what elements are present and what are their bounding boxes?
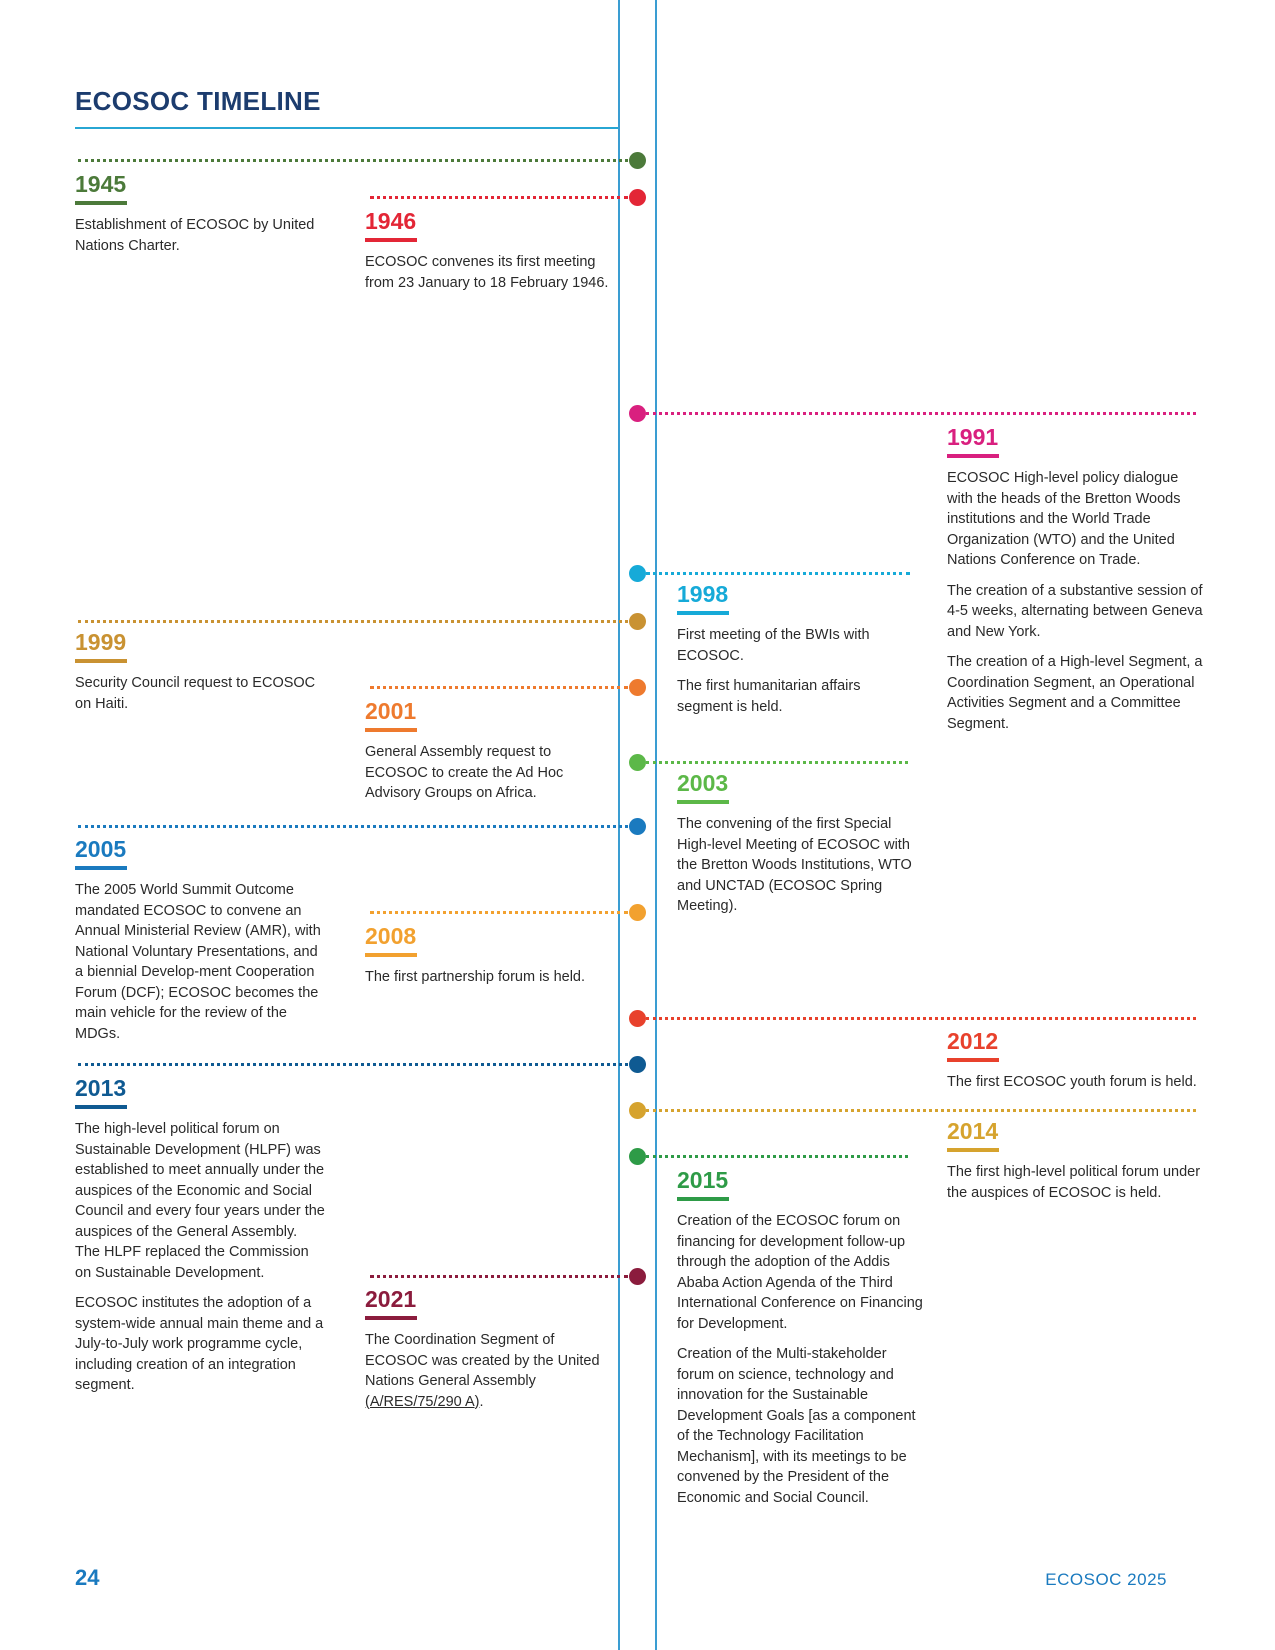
timeline-dot-2003 bbox=[629, 754, 646, 771]
connector-line-2005 bbox=[78, 825, 628, 828]
event-year: 2015 bbox=[677, 1167, 729, 1193]
connector-line-1999 bbox=[78, 620, 628, 623]
year-underline bbox=[677, 800, 729, 804]
event-text: Creation of the ECOSOC forum on financing for development follow-up through the adoption of the Addis Ababa Action Agenda of the Third International Conference on Financing for Development. bbox=[677, 1213, 923, 1332]
connector-line-1945 bbox=[78, 159, 628, 162]
year-underline bbox=[365, 1316, 417, 1320]
event-year: 2021 bbox=[365, 1286, 417, 1312]
publication-label: ECOSOC 2025 bbox=[1045, 1570, 1167, 1589]
year-underline bbox=[365, 238, 417, 242]
timeline-dot-1991 bbox=[629, 405, 646, 422]
event-year: 1945 bbox=[75, 171, 127, 197]
event-1946 bbox=[365, 207, 615, 303]
event-year: 2008 bbox=[365, 923, 417, 949]
event-text: The first humanitarian affairs segment is held. bbox=[677, 678, 861, 715]
connector-line-1946 bbox=[370, 196, 628, 199]
timeline-dot-2008 bbox=[629, 904, 646, 921]
event-2012 bbox=[947, 1027, 1207, 1103]
year-underline bbox=[677, 611, 729, 615]
event-2008 bbox=[365, 922, 615, 998]
event-text: ECOSOC High-level policy dialogue with the heads of the Bretton Woods institutions and the World Trade Organization (WTO) and the United Nations Conference on Trade. bbox=[947, 470, 1181, 568]
event-2014 bbox=[947, 1117, 1207, 1213]
event-text: General Assembly request to ECOSOC to create the Ad Hoc Advisory Groups on Africa. bbox=[365, 744, 564, 801]
connector-line-2001 bbox=[370, 686, 628, 689]
timeline-axis-right bbox=[655, 0, 657, 1650]
event-text: The first partnership forum is held. bbox=[365, 969, 586, 985]
event-1991 bbox=[947, 423, 1207, 744]
connector-line-2008 bbox=[370, 911, 628, 914]
year-underline bbox=[947, 454, 999, 458]
event-year: 1999 bbox=[75, 629, 127, 655]
event-2003 bbox=[677, 769, 927, 927]
year-underline bbox=[75, 866, 127, 870]
event-year: 2001 bbox=[365, 698, 417, 724]
connector-line-2014 bbox=[646, 1109, 1196, 1112]
timeline-dot-2014 bbox=[629, 1102, 646, 1119]
event-text: The first high-level political forum under the auspices of ECOSOC is held. bbox=[947, 1164, 1201, 1201]
connector-line-2015 bbox=[646, 1155, 908, 1158]
timeline-dot-2012 bbox=[629, 1010, 646, 1027]
year-underline bbox=[75, 1105, 127, 1109]
connector-line-1998 bbox=[646, 572, 910, 575]
event-text: First meeting of the BWIs with ECOSOC. bbox=[677, 627, 870, 664]
event-1999 bbox=[75, 628, 325, 724]
event-text: The convening of the first Special High-level Meeting of ECOSOC with the Bretton Woods Institutions, WTO and UNCTAD (ECOSOC Spring Meeting). bbox=[677, 816, 912, 914]
connector-line-2003 bbox=[646, 761, 908, 764]
event-year: 1998 bbox=[677, 581, 729, 607]
timeline-dot-2021 bbox=[629, 1268, 646, 1285]
connector-line-2013 bbox=[78, 1063, 628, 1066]
title-rule bbox=[75, 127, 619, 129]
event-text: The high-level political forum on Sustainable Development (HLPF) was established to meet annually under the auspices of the Economic and Social Council and every four years under the auspices of the General Assembly. The HLPF replaced the Commission on Sustainable Development. bbox=[75, 1121, 325, 1281]
event-link-row bbox=[365, 1392, 615, 1413]
timeline-dot-2015 bbox=[629, 1148, 646, 1165]
event-year: 2005 bbox=[75, 836, 127, 862]
event-text: Establishment of ECOSOC by United Nations Charter. bbox=[75, 217, 315, 254]
event-year: 1946 bbox=[365, 208, 417, 234]
timeline-dot-2001 bbox=[629, 679, 646, 696]
timeline-dot-2005 bbox=[629, 818, 646, 835]
timeline-dot-1998 bbox=[629, 565, 646, 582]
year-underline bbox=[365, 953, 417, 957]
event-1998 bbox=[677, 580, 917, 727]
event-text: The 2005 World Summit Outcome mandated ECOSOC to convene an Annual Ministerial Review (AMR), with National Voluntary Presentations, and a biennial Develop-ment Cooperation Forum (DCF); ECOSOC becomes the main vehicle for the review of the MDGs. bbox=[75, 882, 321, 1042]
event-2013 bbox=[75, 1074, 325, 1406]
resolution-link[interactable]: (A/RES/75/290 A) bbox=[365, 1393, 480, 1410]
connector-line-1991 bbox=[646, 412, 1196, 415]
event-text: The creation of a High-level Segment, a Coordination Segment, an Operational Activities Segment and a Committee Segment. bbox=[947, 654, 1203, 732]
event-text: ECOSOC institutes the adoption of a system-wide annual main theme and a July-to-July work programme cycle, including creation of an integration segment. bbox=[75, 1295, 324, 1393]
resolution-link-suffix: . bbox=[479, 1393, 484, 1410]
event-2001 bbox=[365, 697, 615, 814]
event-year: 2014 bbox=[947, 1118, 999, 1144]
event-2021 bbox=[365, 1285, 615, 1422]
event-year: 2003 bbox=[677, 770, 729, 796]
event-text: The creation of a substantive session of 4-5 weeks, alternating between Geneva and New York. bbox=[947, 582, 1203, 640]
year-underline bbox=[677, 1197, 729, 1201]
event-text: Creation of the Multi-stakeholder forum on science, technology and innovation for the Sustainable Development Goals [as a component of the Technology Facilitation Mechanism], with its meetings to be convened by the President of the Economic and Social Council. bbox=[677, 1346, 916, 1506]
event-text: The first ECOSOC youth forum is held. bbox=[947, 1074, 1197, 1090]
event-text: Security Council request to ECOSOC on Haiti. bbox=[75, 675, 316, 712]
timeline-dot-1999 bbox=[629, 613, 646, 630]
event-2005 bbox=[75, 835, 325, 1054]
event-2015 bbox=[677, 1166, 927, 1518]
year-underline bbox=[75, 201, 127, 205]
timeline-dot-1946 bbox=[629, 189, 646, 206]
year-underline bbox=[365, 728, 417, 732]
year-underline bbox=[75, 659, 127, 663]
event-year: 2013 bbox=[75, 1075, 127, 1101]
event-year: 1991 bbox=[947, 424, 999, 450]
year-underline bbox=[947, 1058, 999, 1062]
timeline-dot-1945 bbox=[629, 152, 646, 169]
page-title: ECOSOC TIMELINE bbox=[75, 86, 321, 116]
connector-line-2012 bbox=[646, 1017, 1196, 1020]
event-1945 bbox=[75, 170, 325, 266]
connector-line-2021 bbox=[370, 1275, 628, 1278]
timeline-dot-2013 bbox=[629, 1056, 646, 1073]
event-text: ECOSOC convenes its first meeting from 23 January to 18 February 1946. bbox=[365, 254, 609, 291]
page-number: 24 bbox=[75, 1565, 100, 1590]
event-year: 2012 bbox=[947, 1028, 999, 1054]
event-text: The Coordination Segment of ECOSOC was created by the United Nations General Assembly bbox=[365, 1332, 600, 1389]
year-underline bbox=[947, 1148, 999, 1152]
